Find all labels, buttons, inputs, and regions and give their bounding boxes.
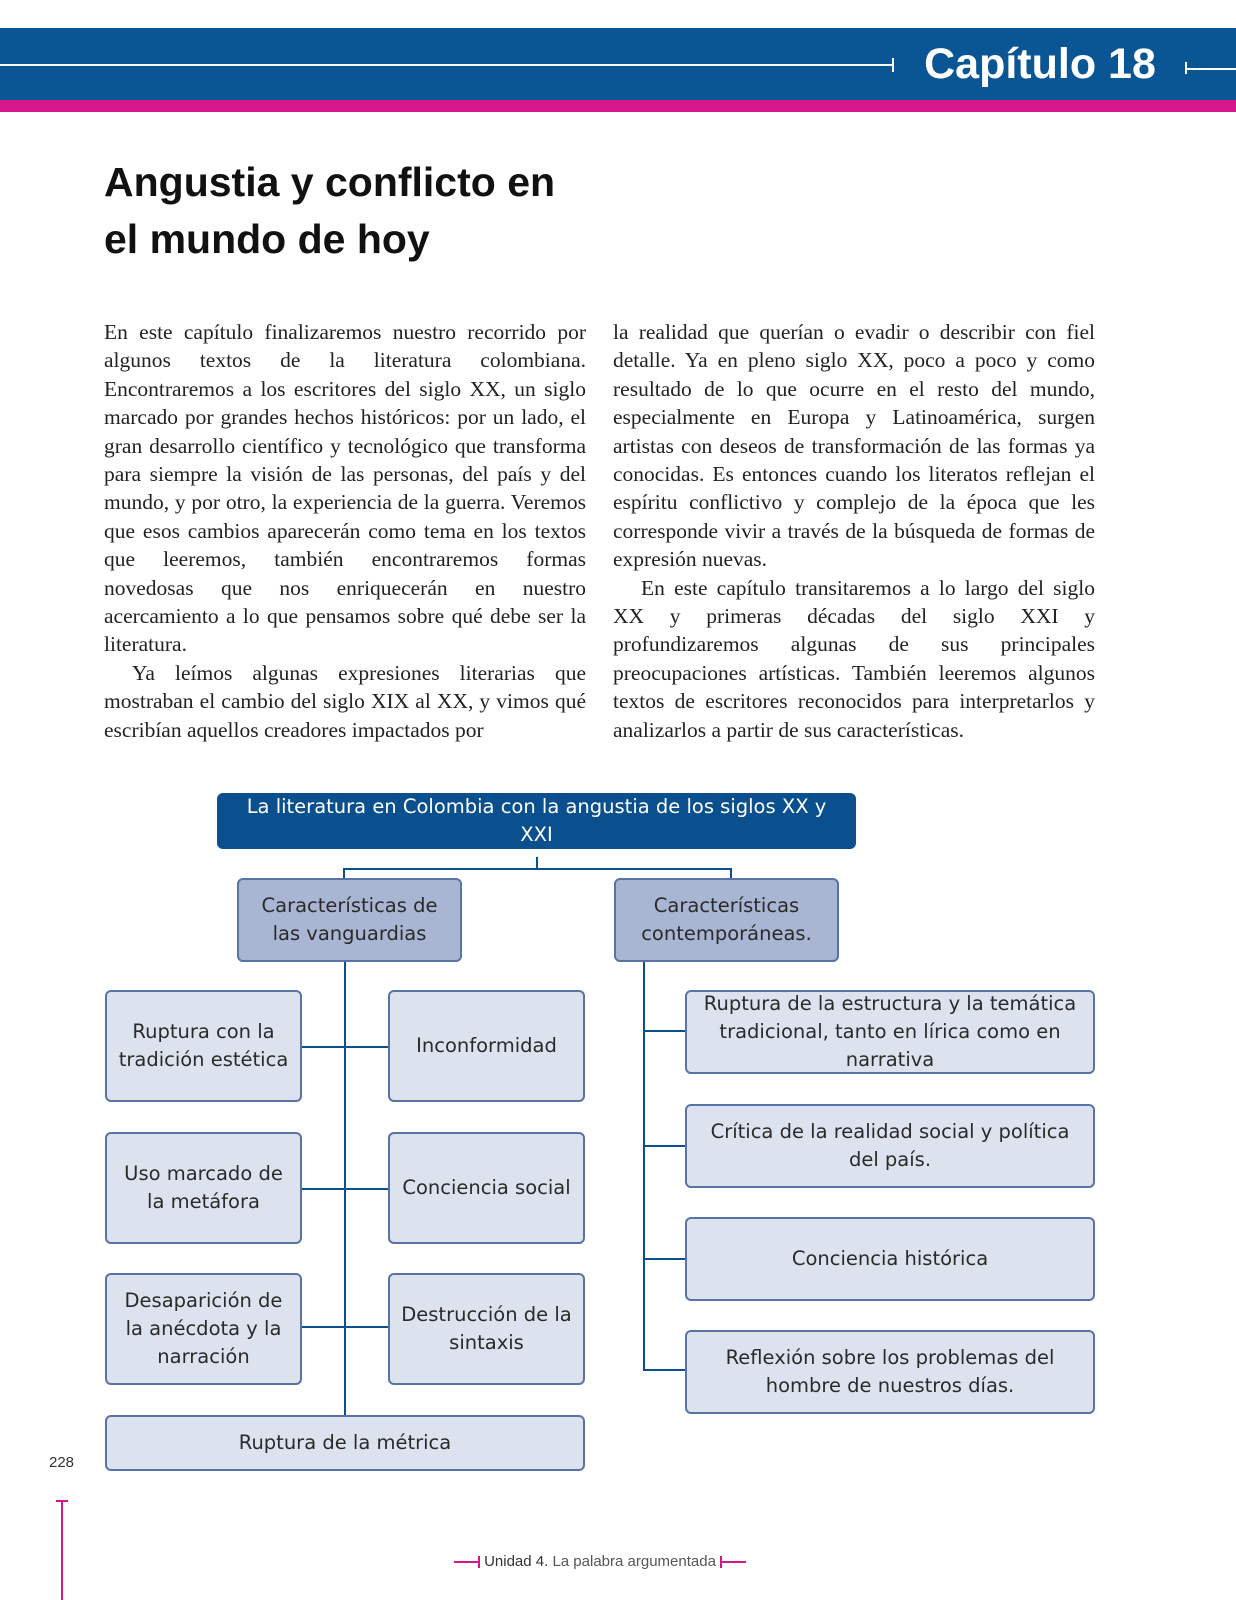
page-number: 228 [49, 1454, 75, 1471]
footer-unit-title: La palabra argumentada [552, 1553, 716, 1570]
running-footer [440, 1553, 760, 1570]
body-paragraph-1: En este capítulo finalizaremos nuestro recorrido por algunos textos de la literatura colombiana. Encontraremos a los escritores del siglo XX, un siglo marcado por grandes hechos históricos: por un lado, el gran desarrollo científico y tecnológico que transforma para siempre la visión de las personas, del país y del mundo, y por otro, la experiencia de la guerra. Veremos que esos cambios aparecerán como tema en los textos que leeremos, también encontraremos formas novedosas que nos enriquecerán en nuestro acercamiento a lo que pensamos sobre qué debe ser la literatura. [104, 320, 586, 657]
footer-unit: Unidad 4. [484, 1553, 549, 1570]
item-conciencia-historica: Conciencia histórica [685, 1217, 1095, 1301]
category-contemporaneas: Características contemporáneas. [614, 878, 839, 962]
item-ruptura-estructura: Ruptura de la estructura y la temática tradicional, tanto en lírica como en narrativa [685, 990, 1095, 1074]
connector-right-row-4 [643, 1369, 685, 1371]
margin-marker [61, 1500, 63, 1600]
body-column-right [613, 318, 1095, 744]
body-paragraph-2-continued: la realidad que querían o evadir o describir con fiel detalle. Ya en pleno siglo XX, poco a poco y como resultado de lo que ocurre en el resto del mundo, especialmente en Europa y Latinoamérica, surgen artistas con deseos de transformación de las formas ya conocidas. Es entonces cuando los literatos reflejan el espíritu conflictivo y complejo de la época que les corresponde vivir a través de la búsqueda de formas de expresión nuevas. [613, 320, 1095, 572]
page-title-line-2: el mundo de hoy [104, 216, 430, 262]
item-desaparicion-anecdota: Desaparición de la anécdota y la narración [105, 1273, 302, 1385]
connector-left-row-1 [302, 1046, 389, 1048]
page-title [104, 154, 664, 268]
connector-right-row-2 [643, 1145, 685, 1147]
body-paragraph-3: En este capítulo transitaremos a lo largo del siglo XX y primeras décadas del siglo XXI y profundizaremos algunas de sus principales preocupaciones artísticas. También leeremos algunos textos de escritores reconocidos para interpretarlos y analizarlos a partir de sus características. [613, 575, 1095, 742]
body-paragraph-2: Ya leímos algunas expresiones literarias que mostraban el cambio del siglo XIX al XX, y vimos qué escribían aquellos creadores impactados por [104, 660, 586, 742]
item-ruptura-metrica: Ruptura de la métrica [105, 1415, 585, 1471]
item-conciencia-social: Conciencia social [388, 1132, 585, 1244]
header-rule-right [1185, 68, 1236, 70]
footer-dash-left [454, 1561, 480, 1563]
item-critica-realidad: Crítica de la realidad social y política del país. [685, 1104, 1095, 1188]
connector-right-trunk [643, 961, 645, 1370]
concept-map-root: La literatura en Colombia con la angustia de los siglos XX y XXI [217, 793, 856, 849]
connector-left-row-3 [302, 1326, 389, 1328]
item-destruccion-sintaxis: Destrucción de la sintaxis [388, 1273, 585, 1385]
category-vanguardias: Características de las vanguardias [237, 878, 462, 962]
page-title-line-1: Angustia y conflicto en [104, 159, 556, 205]
footer-dash-right [720, 1561, 746, 1563]
item-ruptura-tradicion: Ruptura con la tradición estética [105, 990, 302, 1102]
header-accent-stripe [0, 100, 1236, 112]
item-reflexion-problemas: Reflexión sobre los problemas del hombre de nuestros días. [685, 1330, 1095, 1414]
header-rule-left [0, 64, 893, 66]
chapter-label: Capítulo 18 [924, 40, 1156, 88]
connector-left-row-2 [302, 1188, 389, 1190]
header-rule-left-cap [892, 58, 894, 72]
connector-right-row-1 [643, 1030, 685, 1032]
connector-right-row-3 [643, 1258, 685, 1260]
connector-root-horizontal [343, 868, 732, 870]
item-uso-metafora: Uso marcado de la metáfora [105, 1132, 302, 1244]
body-column-left [104, 318, 586, 744]
item-inconformidad: Inconformidad [388, 990, 585, 1102]
